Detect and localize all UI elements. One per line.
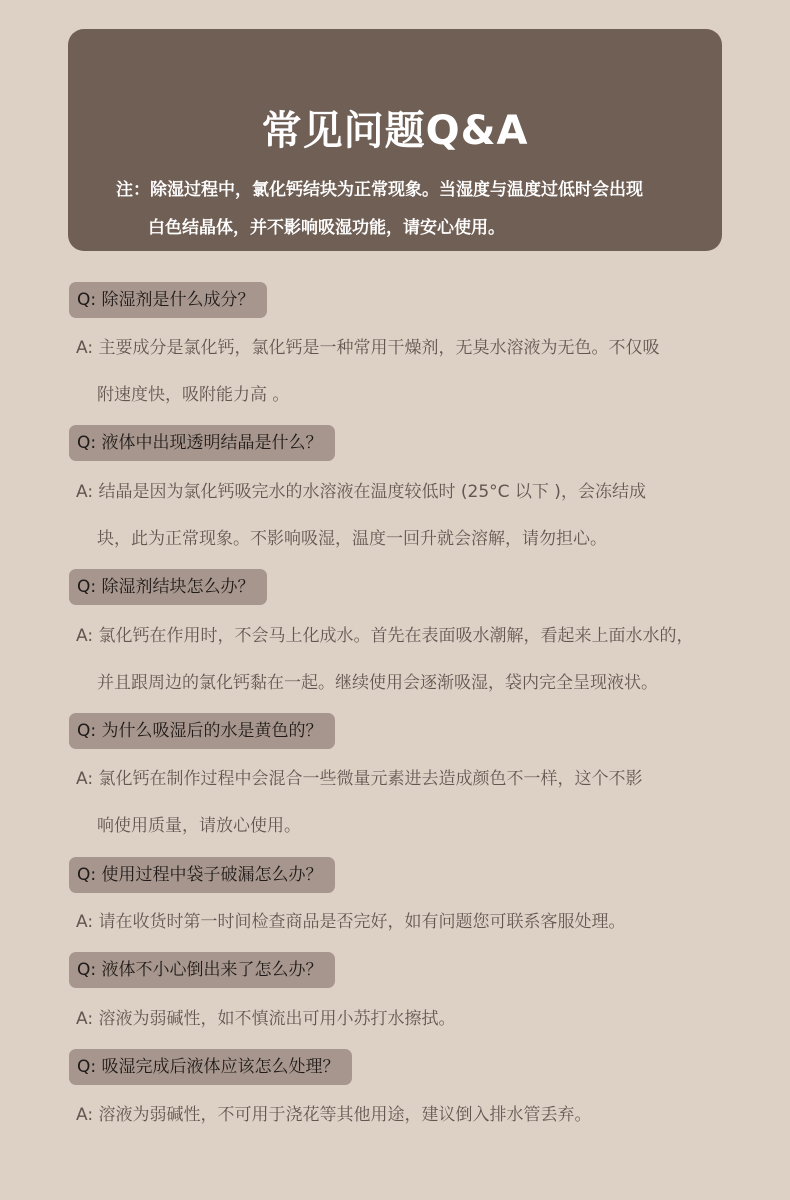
faq-answer-1-line-1: A: 主要成分是氯化钙，氯化钙是一种常用干燥剂，无臭水溶液为无色。不仅吸 bbox=[76, 338, 660, 358]
faq-question-5: Q: 使用过程中袋子破漏怎么办？ bbox=[69, 857, 335, 893]
faq-answer-6-line-1: A: 溶液为弱碱性，如不慎流出可用小苏打水擦拭。 bbox=[76, 1009, 456, 1029]
faq-answer-2-line-2: 块，此为正常现象。不影响吸湿，温度一回升就会溶解，请勿担心。 bbox=[97, 529, 607, 549]
faq-answer-7-line-1: A: 溶液为弱碱性，不可用于浇花等其他用途，建议倒入排水管丢弃。 bbox=[76, 1105, 592, 1125]
header-card bbox=[68, 29, 722, 251]
faq-answer-3-line-1: A: 氯化钙在作用时，不会马上化成水。首先在表面吸水潮解，看起来上面水水的， bbox=[76, 626, 694, 646]
faq-answer-2-line-1: A: 结晶是因为氯化钙吸完水的水溶液在温度较低时 (25°C 以下 )，会冻结成 bbox=[76, 482, 646, 502]
faq-answer-1-line-2: 附速度快，吸附能力高 。 bbox=[97, 385, 290, 405]
faq-question-2: Q: 液体中出现透明结晶是什么？ bbox=[69, 425, 335, 461]
faq-question-7: Q: 吸湿完成后液体应该怎么处理？ bbox=[69, 1049, 352, 1085]
faq-question-4: Q: 为什么吸湿后的水是黄色的？ bbox=[69, 713, 335, 749]
faq-question-6: Q: 液体不小心倒出来了怎么办？ bbox=[69, 952, 335, 988]
header-note-line-1: 注：除湿过程中，氯化钙结块为正常现象。当湿度与温度过低时会出现 bbox=[116, 180, 643, 200]
faq-answer-4-line-2: 响使用质量，请放心使用。 bbox=[97, 816, 301, 836]
faq-question-3: Q: 除湿剂结块怎么办？ bbox=[69, 569, 267, 605]
faq-answer-5-line-1: A: 请在收货时第一时间检查商品是否完好，如有问题您可联系客服处理。 bbox=[76, 912, 626, 932]
faq-answer-4-line-1: A: 氯化钙在制作过程中会混合一些微量元素进去造成颜色不一样，这个不影 bbox=[76, 769, 643, 789]
page-title: 常见问题Q&A bbox=[261, 108, 529, 154]
header-note-line-2: 白色结晶体，并不影响吸湿功能，请安心使用。 bbox=[148, 218, 505, 238]
faq-question-1: Q: 除湿剂是什么成分？ bbox=[69, 282, 267, 318]
faq-answer-3-line-2: 并且跟周边的氯化钙黏在一起。继续使用会逐渐吸湿，袋内完全呈现液状。 bbox=[97, 673, 658, 693]
